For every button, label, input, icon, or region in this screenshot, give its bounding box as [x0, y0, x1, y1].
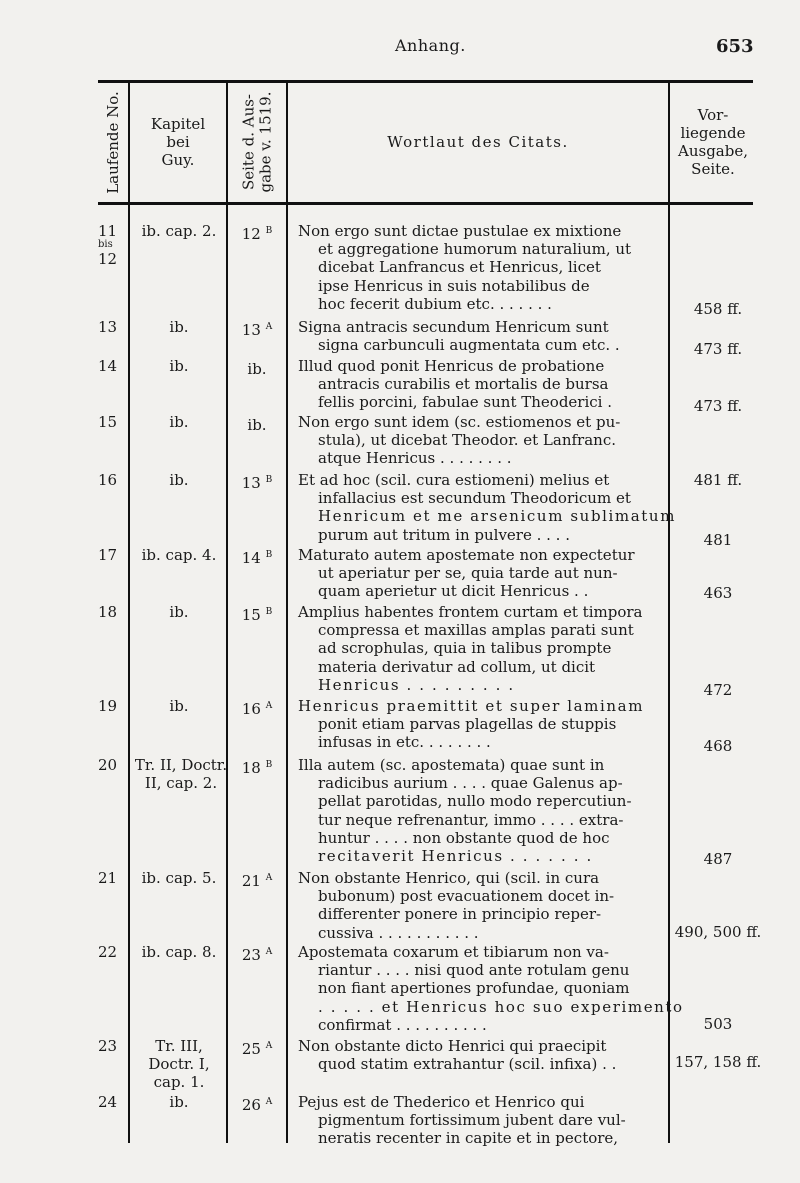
entry-number-bis: bis [98, 239, 113, 250]
entry-text [298, 603, 664, 694]
entry-vorliegende: 490, 500 ff. [674, 923, 762, 941]
entry-text-line: quod statim extrahantur (scil. infixa) . . [318, 1055, 617, 1074]
entry-text-line: signa carbunculi augmentata cum etc. . [318, 336, 620, 355]
entry-text-line: infallacius est secundum Theodoricum et [318, 489, 631, 508]
entry-text-line: Non ergo sunt dictae pustulae ex mixtione [298, 222, 622, 240]
entry-seite-sup: B [265, 226, 273, 236]
entry-text-line: tur neque refrenantur, immo . . . . extra- [318, 810, 624, 829]
header-vorliegende-line: liegende [680, 124, 746, 142]
entry-text-line: huntur . . . . non obstante quod de hoc [318, 828, 610, 847]
entry-text [298, 318, 664, 354]
entry-text-line: quam aperietur ut dicit Henricus . . [318, 582, 589, 601]
header-seite [228, 84, 286, 200]
entry-seite [232, 697, 282, 718]
entry-text [298, 869, 664, 942]
entry-vorliegende: 473 ff. [693, 340, 743, 358]
entry-vorliegende: 157, 158 ff. [674, 1053, 762, 1071]
entry-text [298, 756, 664, 865]
entry-seite [232, 943, 282, 964]
entry-number: 16 [98, 471, 118, 489]
entry-vorliegende: 487 [703, 850, 733, 868]
entry-text-line: dicebat Lanfrancus et Henricus, licet [318, 258, 601, 277]
entry-text-line: compressa et maxillas amplas parati sunt [318, 621, 634, 640]
entry-vorliegende: 458 ff. [693, 300, 743, 318]
entry-seite-value: 25 [241, 1040, 261, 1058]
entry-text-line: et aggregatione humorum naturalium, ut [318, 240, 632, 259]
entry-vorliegende: 473 ff. [693, 397, 743, 415]
header-kapitel-line: bei [166, 133, 190, 151]
header-kapitel-line: Guy. [161, 151, 195, 169]
entry-seite [232, 546, 282, 567]
entry-seite [232, 603, 282, 624]
entry-seite [232, 1037, 282, 1058]
entry-kapitel: ib. cap. 4. [141, 546, 217, 564]
entry-seite-value: 21 [241, 872, 261, 890]
entry-number: 14 [98, 357, 118, 375]
header-wortlaut: Wortlaut des Citats. [387, 133, 569, 151]
entry-text [298, 222, 664, 313]
entry-text-line: Maturato autem apostemate non expectetur [298, 546, 635, 564]
header-vorliegende [670, 84, 756, 200]
header-laufende-no-text: Laufende No. [103, 90, 122, 194]
entry-vorliegende: 472 [703, 681, 733, 699]
entry-number-value: 11 [98, 222, 118, 240]
entry-kapitel: ib. [169, 697, 189, 715]
entry-number: 18 [98, 603, 118, 621]
entry-text-line: cussiva . . . . . . . . . . . [318, 923, 479, 942]
entry-seite-value: ib. [247, 416, 267, 434]
entry-seite-value: 12 [241, 225, 261, 243]
entry-text-line: bubonum) post evacuationem docet in- [318, 887, 615, 906]
header-vorliegende-line: Ausgabe, [678, 142, 748, 160]
column-divider [226, 82, 228, 1143]
entry-kapitel: Tr. II, Doctr. II, cap. 2. [134, 756, 228, 792]
table-header-rule [98, 202, 753, 205]
entry-seite-value: 15 [241, 606, 261, 624]
entry-text-line: recitaverit Henricus . . . . . . . [318, 847, 593, 866]
entry-text-line: Non obstante Henrico, qui (scil. in cura [298, 869, 600, 887]
entry-text [298, 1093, 664, 1148]
entry-seite-value: 13 [241, 474, 261, 492]
entry-text-line: Et ad hoc (scil. cura estiomeni) melius et [298, 471, 610, 489]
entry-number: 15 [98, 413, 118, 431]
entry-text [298, 413, 664, 468]
entry-text [298, 357, 664, 412]
header-seite-line: Seite d. Aus- [239, 93, 257, 191]
entry-text-line: riantur . . . . nisi quod ante rotulam genu [318, 961, 630, 980]
entry-seite-sup: B [265, 607, 273, 617]
entry-text-line: . . . . . et Henricus hoc suo experimento [318, 997, 684, 1016]
table-top-rule [98, 80, 753, 83]
entry-text-line: Henricum et me arsenicum sublimatum [318, 507, 677, 526]
entry-text-line: pigmentum fortissimum jubent dare vul- [318, 1111, 626, 1130]
entry-seite-sup: B [265, 550, 273, 560]
running-head [0, 36, 800, 58]
entry-text-line: Non obstante dicto Henrici qui praecipit [298, 1037, 607, 1055]
entry-text-line: purum aut tritum in pulvere . . . . [318, 525, 570, 544]
entry-text-line: hoc fecerit dubium etc. . . . . . . [318, 294, 552, 313]
entry-seite-sup: A [265, 701, 273, 711]
entry-text-line: ut aperiatur per se, quia tarde aut nun- [318, 564, 618, 583]
entry-text-line: Henricus . . . . . . . . . [318, 675, 515, 694]
entry-kapitel: ib. cap. 5. [141, 869, 217, 887]
entry-text-line: atque Henricus . . . . . . . . [318, 449, 512, 468]
entry-text-line: antracis curabilis et mortalis de bursa [318, 375, 609, 394]
entry-number: 20 [98, 756, 118, 774]
entry-kapitel: Tr. III, Doctr. I, cap. 1. [148, 1037, 210, 1091]
entry-kapitel: ib. [169, 603, 189, 621]
entry-seite-sup: B [265, 760, 273, 770]
entry-seite [232, 471, 282, 492]
entry-text-line: Illud quod ponit Henricus de probatione [298, 357, 605, 375]
entry-number: 23 [98, 1037, 118, 1055]
header-vorliegende-line: Seite. [691, 160, 735, 178]
entry-kapitel: ib. [169, 471, 189, 489]
entry-text-line: Henricus praemittit et super laminam [298, 697, 645, 715]
entry-number: 17 [98, 546, 118, 564]
header-laufende-no [98, 84, 128, 200]
entry-text-line: ad scrophulas, quia in talibus prompte [318, 639, 612, 658]
header-vorliegende-line: Vor- [697, 106, 729, 124]
entry-vorliegende: 468 [703, 737, 733, 755]
entry-text-line: Illa autem (sc. apostemata) quae sunt in [298, 756, 605, 774]
header-seite-line: gabe v. 1519. [256, 91, 274, 193]
entry-seite-value: 26 [241, 1096, 261, 1114]
entry-seite [232, 413, 282, 434]
entry-seite-sup: B [265, 475, 273, 485]
entry-text-line: Signa antracis secundum Henricum sunt [298, 318, 609, 336]
entry-seite-sup: A [265, 1097, 273, 1107]
entry-number: 24 [98, 1093, 118, 1111]
entry-seite-value: 14 [241, 549, 261, 567]
running-title: Anhang. [395, 36, 466, 55]
entry-seite-sup: A [265, 947, 273, 957]
entry-seite [232, 869, 282, 890]
entry-text-line: neratis recenter in capite et in pectore, [318, 1129, 619, 1148]
entry-text [298, 1037, 664, 1073]
entry-text-line: Apostemata coxarum et tibiarum non va- [298, 943, 609, 961]
entry-kapitel: ib. [169, 1093, 189, 1111]
entry-number: 21 [98, 869, 118, 887]
entry-seite [232, 1093, 282, 1114]
entry-seite-sup: A [265, 322, 273, 332]
entry-text-line: ponit etiam parvas plagellas de stuppis [318, 715, 617, 734]
entry-text-line: stula), ut dicebat Theodor. et Lanfranc. [318, 431, 616, 450]
entry-text-line: pellat parotidas, nullo modo repercutiun- [318, 792, 632, 811]
entry-seite [232, 222, 282, 243]
entry-seite-value: 23 [241, 946, 261, 964]
entry-number: 13 [98, 318, 118, 336]
entry-kapitel: ib. cap. 8. [141, 943, 217, 961]
entry-seite-sup: A [265, 1041, 273, 1051]
entry-number: 19 [98, 697, 118, 715]
header-kapitel-line: Kapitel [150, 115, 206, 133]
entry-text-line: ipse Henricus in suis notabilibus de [318, 276, 590, 295]
page-number: 653 [716, 36, 754, 57]
entry-text-line: differenter ponere in principio reper- [318, 905, 602, 924]
entry-number [98, 222, 126, 268]
entry-seite-sup: A [265, 873, 273, 883]
entry-text-line: confirmat . . . . . . . . . . [318, 1015, 487, 1034]
entry-seite-value: 16 [241, 700, 261, 718]
entry-number-value: 12 [98, 250, 118, 268]
entry-seite-value: ib. [247, 360, 267, 378]
entry-seite-value: 18 [241, 759, 261, 777]
entry-number: 22 [98, 943, 118, 961]
entry-seite [232, 756, 282, 777]
entry-vorliegende: 503 [703, 1015, 733, 1033]
entry-text-line: materia derivatur ad collum, ut dicit [318, 657, 596, 676]
entry-kapitel: ib. [169, 318, 189, 336]
entry-text [298, 697, 664, 752]
column-divider [128, 82, 130, 1143]
entry-text-line: Pejus est de Thederico et Henrico qui [298, 1093, 585, 1111]
column-divider [286, 82, 288, 1143]
entry-kapitel: ib. [169, 413, 189, 431]
entry-text-line: radicibus aurium . . . . quae Galenus ap- [318, 774, 623, 793]
entry-text-line: fellis porcini, fabulae sunt Theoderici . [318, 393, 612, 412]
entry-text-line: non fiant apertiones profundae, quoniam [318, 979, 630, 998]
entry-kapitel: ib. [169, 357, 189, 375]
entry-vorliegende: 481 [703, 531, 733, 549]
entry-text [298, 943, 684, 1034]
entry-kapitel: ib. cap. 2. [141, 222, 217, 240]
column-divider [668, 82, 670, 1143]
entry-text [298, 471, 677, 544]
entry-vorliegende: 481 ff. [693, 471, 743, 489]
entry-seite [232, 357, 282, 378]
entry-text-line: Amplius habentes frontem curtam et timpora [298, 603, 643, 621]
entry-text [298, 546, 664, 601]
entry-text-line: infusas in etc. . . . . . . . [318, 733, 491, 752]
header-kapitel [130, 84, 226, 200]
entry-seite [232, 318, 282, 339]
entry-seite-value: 13 [241, 321, 261, 339]
entry-vorliegende: 463 [703, 584, 733, 602]
entry-text-line: Non ergo sunt idem (sc. estiomenos et pu- [298, 413, 621, 431]
